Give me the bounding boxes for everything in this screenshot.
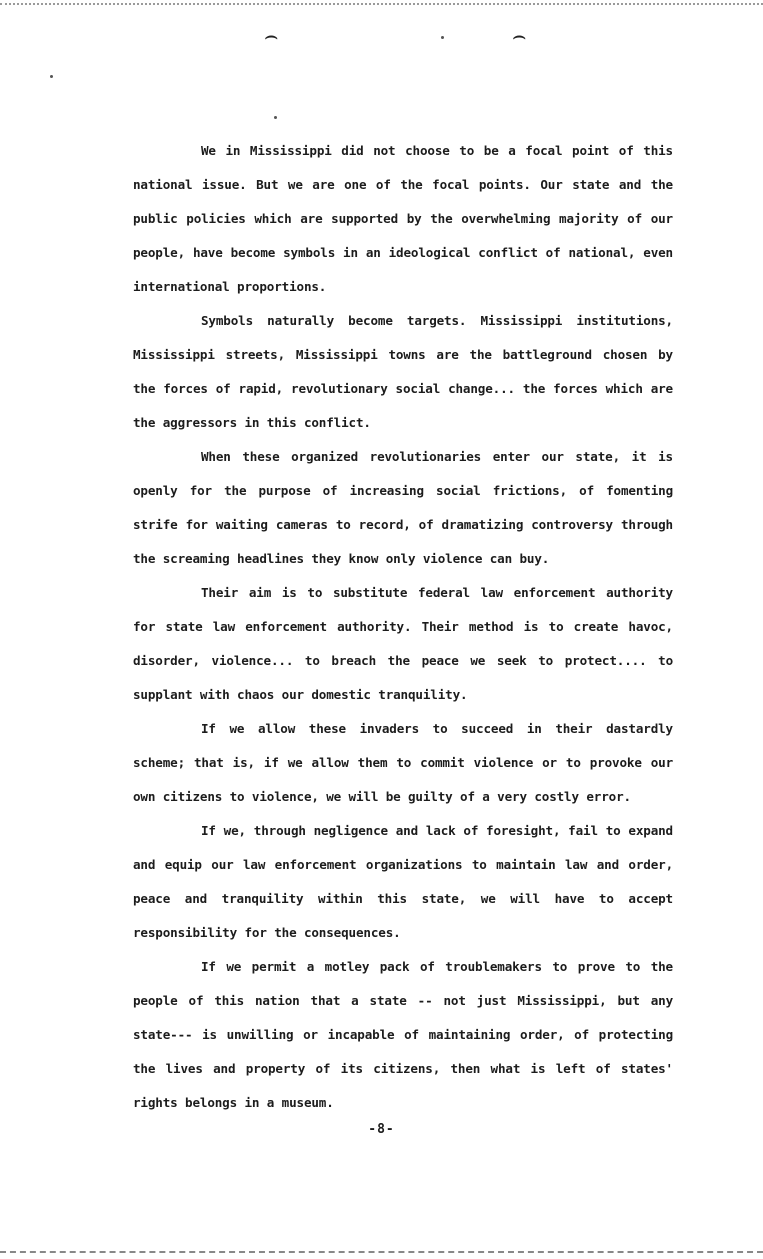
page-number: -8- (368, 1122, 395, 1137)
scan-speck (441, 36, 444, 39)
paragraph: If we, through negligence and lack of foresight, fail to expand and equip our law enforcement organizations to maintain law and order, peace and tranquility within this state, we will have to accept responsibility for the consequences. (133, 823, 673, 940)
scan-mark-right: ⌢ (512, 24, 527, 49)
scan-speck (274, 116, 277, 119)
paragraph: When these organized revolutionaries enter our state, it is openly for the purpose of increasing social frictions, of fomenting strife for waiting cameras to record, of dramatizing controversy through the screaming headlines they know only violence can buy. (133, 449, 673, 566)
scan-mark-left: ⌢ (264, 24, 279, 49)
paragraph: Symbols naturally become targets. Mississippi institutions, Mississippi streets, Mississippi towns are the battleground chosen by the forces of rapid, revolutionary social change... the forces which are the aggressors in this conflict. (133, 313, 673, 430)
top-edge-rule (0, 3, 763, 5)
paragraph: Their aim is to substitute federal law enforcement authority for state law enforcement authority. Their method is to create havoc, disorder, violence... to breach the peace we seek to protect.... to supplant with chaos our domestic tranquility. (133, 585, 673, 702)
document-body (133, 134, 673, 1120)
paragraph: We in Mississippi did not choose to be a focal point of this national issue. But we are one of the focal points. Our state and the public policies which are supported by the overwhelming majority of our people, have become symbols in an ideological conflict of national, even international proportions. (133, 143, 673, 294)
paragraph: If we permit a motley pack of troublemakers to prove to the people of this nation that a state -- not just Mississippi, but any state--- is unwilling or incapable of maintaining order, of protecting the lives and property of its citizens, then what is left of states' rights belongs in a museum. (133, 959, 673, 1110)
scan-speck (50, 75, 53, 78)
bottom-edge-rule (0, 1251, 763, 1253)
paragraph: If we allow these invaders to succeed in their dastardly scheme; that is, if we allow them to commit violence or to provoke our own citizens to violence, we will be guilty of a very costly error. (133, 721, 673, 804)
